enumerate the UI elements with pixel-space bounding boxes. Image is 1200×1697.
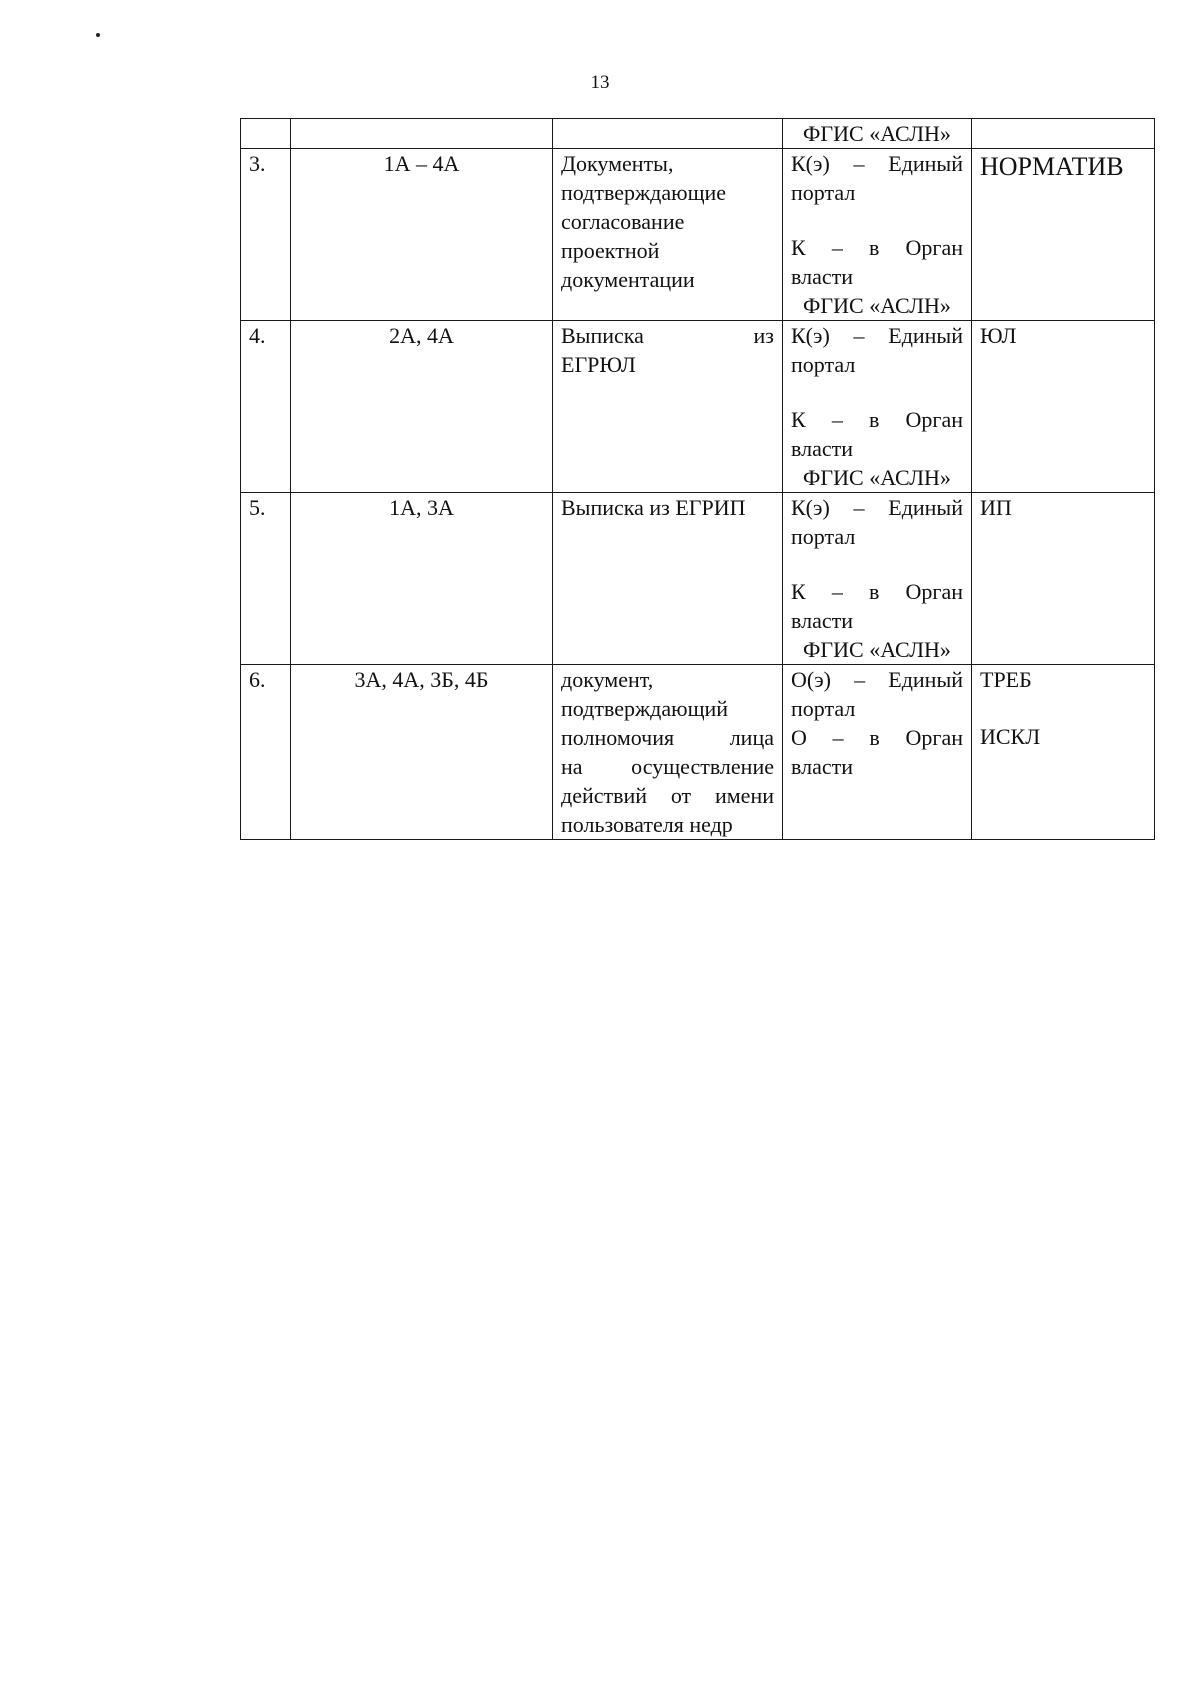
row-number-cell: 4. — [241, 321, 291, 493]
document-cell — [553, 321, 783, 493]
table-row — [241, 321, 1155, 493]
submission-method-line: К – в Орган — [791, 235, 963, 260]
codes-cell — [291, 119, 553, 149]
submission-method-cell — [783, 665, 972, 840]
submission-method-line: портал — [791, 524, 856, 549]
applicability-cell — [972, 119, 1155, 149]
submission-method-line: ФГИС «АСЛН» — [803, 637, 951, 662]
document-text-line: Выписка из ЕГРИП — [561, 495, 746, 520]
submission-method-cell — [783, 493, 972, 665]
page-number: 13 — [590, 72, 610, 93]
scan-speck — [96, 33, 100, 37]
submission-method-line: К(э) – Единый — [791, 323, 963, 348]
codes-cell: 3А, 4А, 3Б, 4Б — [291, 665, 553, 840]
document-text-line: полномочия лица — [561, 725, 774, 750]
submission-method-line: ФГИС «АСЛН» — [803, 121, 951, 146]
applicability-cell — [972, 321, 1155, 493]
document-text-line: подтверждающие — [561, 180, 727, 205]
table-row — [241, 119, 1155, 149]
submission-method-line: К(э) – Единый — [791, 495, 963, 520]
applicability-code: ЮЛ — [980, 323, 1017, 348]
codes-cell: 1А – 4А — [291, 149, 553, 321]
block-spacer — [980, 694, 1146, 722]
table-row — [241, 149, 1155, 321]
row-number-cell: 5. — [241, 493, 291, 665]
submission-method-line: власти — [791, 436, 853, 461]
submission-method-cell — [783, 321, 972, 493]
document-text-line: проектной — [561, 238, 660, 263]
codes-cell: 1А, 3А — [291, 493, 553, 665]
submission-method-line: портал — [791, 180, 856, 205]
document-cell — [553, 493, 783, 665]
submission-method-line: ФГИС «АСЛН» — [803, 465, 951, 490]
submission-method-line: власти — [791, 608, 853, 633]
applicability-cell — [972, 149, 1155, 321]
table-row — [241, 493, 1155, 665]
document-text-line: ЕГРЮЛ — [561, 352, 636, 377]
submission-method-line: О – в Орган — [791, 725, 963, 750]
submission-method-cell — [783, 119, 972, 149]
submission-method-line: ФГИС «АСЛН» — [803, 293, 951, 318]
block-spacer — [791, 551, 963, 577]
submission-method-line: портал — [791, 696, 856, 721]
document-cell — [553, 119, 783, 149]
applicability-code: НОРМАТИВ — [980, 152, 1124, 181]
row-number-cell: 6. — [241, 665, 291, 840]
document-text-line: документации — [561, 267, 695, 292]
document-text-line: на осуществление — [561, 754, 774, 779]
codes-cell: 2А, 4А — [291, 321, 553, 493]
row-number-cell — [241, 119, 291, 149]
applicability-cell — [972, 493, 1155, 665]
document-text-line: Выписка из — [561, 323, 774, 348]
applicability-code: ТРЕБ — [980, 667, 1032, 692]
document-cell — [553, 149, 783, 321]
document-text-line: согласование — [561, 209, 685, 234]
document-cell — [553, 665, 783, 840]
row-number-cell: 3. — [241, 149, 291, 321]
submission-method-line: власти — [791, 754, 853, 779]
document-text-line: действий от имени — [561, 783, 774, 808]
document-text-line: документ, — [561, 667, 654, 692]
document-text-line: Документы, — [561, 151, 674, 176]
submission-method-line: К – в Орган — [791, 407, 963, 432]
submission-method-line: К – в Орган — [791, 579, 963, 604]
submission-method-cell — [783, 149, 972, 321]
submission-method-line: О(э) – Единый — [791, 667, 963, 692]
applicability-cell — [972, 665, 1155, 840]
documents-table-body — [241, 119, 1155, 840]
document-text-line: подтверждающий — [561, 696, 729, 721]
document-text-line: пользователя недр — [561, 812, 733, 837]
applicability-code: ИП — [980, 495, 1012, 520]
applicability-code: ИСКЛ — [980, 724, 1041, 749]
submission-method-line: К(э) – Единый — [791, 151, 963, 176]
block-spacer — [791, 207, 963, 233]
table-row — [241, 665, 1155, 840]
block-spacer — [791, 379, 963, 405]
submission-method-line: портал — [791, 352, 856, 377]
documents-table — [240, 118, 1155, 840]
submission-method-line: власти — [791, 264, 853, 289]
